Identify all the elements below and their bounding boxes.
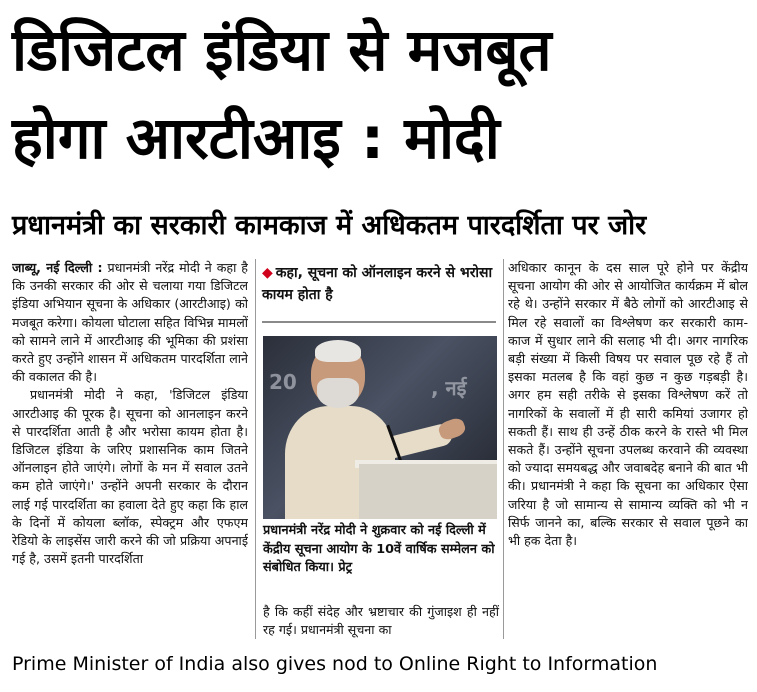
pull-quote bbox=[262, 262, 498, 306]
dateline: जाब्यू, नई दिल्ली : bbox=[12, 260, 103, 275]
headline-line-1: डिजिटल इंडिया से मजबूत bbox=[12, 16, 552, 84]
column1-paragraph-2: प्रधानमंत्री मोदी ने कहा, 'डिजिटल इंडिया आरटीआइ की पूरक है। सूचना को आनलाइन करने से पारदर्शिता आती है और भरोसा कायम होता है। डिजिटल इंडिया के जरिए प्रशासनिक काम जितने ऑनलाइन होते जाएंगे। लोगों के मन में सवाल उतने कम होते जाएंगे।' उन्होंने अपनी सरकार के दौरान लाई गई पारदर्शिता का हवाला देते हुए कहा कि हाल के दिनों में कोयला ब्लॉक, स्पेक्ट्रम और एफएम रेडियो के लाइसेंस जारी करने की जो प्रक्रिया अपनाई गई है, उसमें इतनी पारदर्शिता bbox=[12, 387, 248, 567]
article-column-3 bbox=[508, 259, 748, 642]
news-photo bbox=[263, 336, 497, 519]
footer-caption: Prime Minister of India also gives nod to Online Right to Information bbox=[12, 653, 658, 675]
speaker-hair bbox=[315, 340, 361, 362]
headline-line-2: होगा आरटीआइ : मोदी bbox=[12, 104, 500, 172]
photo-caption: प्रधानमंत्री नरेंद्र मोदी ने शुक्रवार को नई दिल्ली में केंद्रीय सूचना आयोग के 10वें वार्षिक सम्मेलन को संबोधित किया। प्रेट्र bbox=[263, 523, 495, 575]
speaker-beard bbox=[317, 378, 359, 408]
podium bbox=[359, 464, 497, 519]
column3-paragraph: अधिकार कानून के दस साल पूरे होने पर केंद्रीय सूचना आयोग की ओर से आयोजित कार्यक्रम में बोल रहे थे। उन्होंने सरकार में बैठे लोगों को आरटीआइ से मिल रहे सवालों का विश्लेषण कर सरकारी काम-काज में सुधार लाने की सलाह भी दी। अगर नागरिक बड़ी संख्या में किसी विषय पर सवाल पूछ रहे हैं तो इसका मतलब है कि वहां कुछ न कुछ गड़बड़ी है। अगर हम सही तरीके से इसका विश्लेषण करें तो नागरिकों के सवालों में ही सारी कमियां उजागर हो सकती हैं। साथ ही उन्हें ठीक करने के रास्ते भी मिल सकते हैं। उन्होंने सूचना उपलब्ध करवाने की व्यवस्था को ज्यादा समयबद्ध और जवाबदेह बनाने की बात भी की। प्रधानमंत्री ने कहा कि सूचना का अधिकार ऐसा जरिया है जो सामान्य से सामान्य व्यक्ति को भी न सिर्फ जानने का, बल्कि सरकार से सवाल पूछने का भी हक देता है। bbox=[508, 260, 748, 549]
column-divider-right bbox=[503, 259, 504, 639]
photo-backdrop-text-left: 20 bbox=[269, 370, 297, 394]
column2-continuation: है कि कहीं संदेह और भ्रष्टाचार की गुंजाइश ही नहीं रह गई। प्रधानमंत्री सूचना का bbox=[263, 604, 499, 638]
subheadline: प्रधानमंत्री का सरकारी कामकाज में अधिकतम पारदर्शिता पर जोर bbox=[12, 210, 647, 241]
article-column-1 bbox=[12, 259, 248, 642]
column1-paragraph-1: प्रधानमंत्री नरेंद्र मोदी ने कहा है कि उनकी सरकार की ओर से चलाया गया डिजिटल इंडिया अभियान सूचना के अधिकार (आरटीआइ) को मजबूत करेगा। कोयला घोटाला सहित विभिन्न मामलों को सामने लाने में आरटीआइ की भूमिका की प्रशंसा करते हुए उन्होंने शासन में अधिकतम पारदर्शिता लाने की वकालत की है। bbox=[12, 260, 248, 385]
headline bbox=[12, 6, 747, 182]
column-divider-left bbox=[255, 259, 256, 639]
pull-quote-rule bbox=[262, 321, 496, 323]
pull-quote-text: कहा, सूचना को ऑनलाइन करने से भरोसा कायम होता है bbox=[262, 265, 493, 303]
photo-backdrop-text-right: , नई bbox=[431, 376, 467, 400]
diamond-bullet-icon: ◆ bbox=[262, 265, 273, 281]
